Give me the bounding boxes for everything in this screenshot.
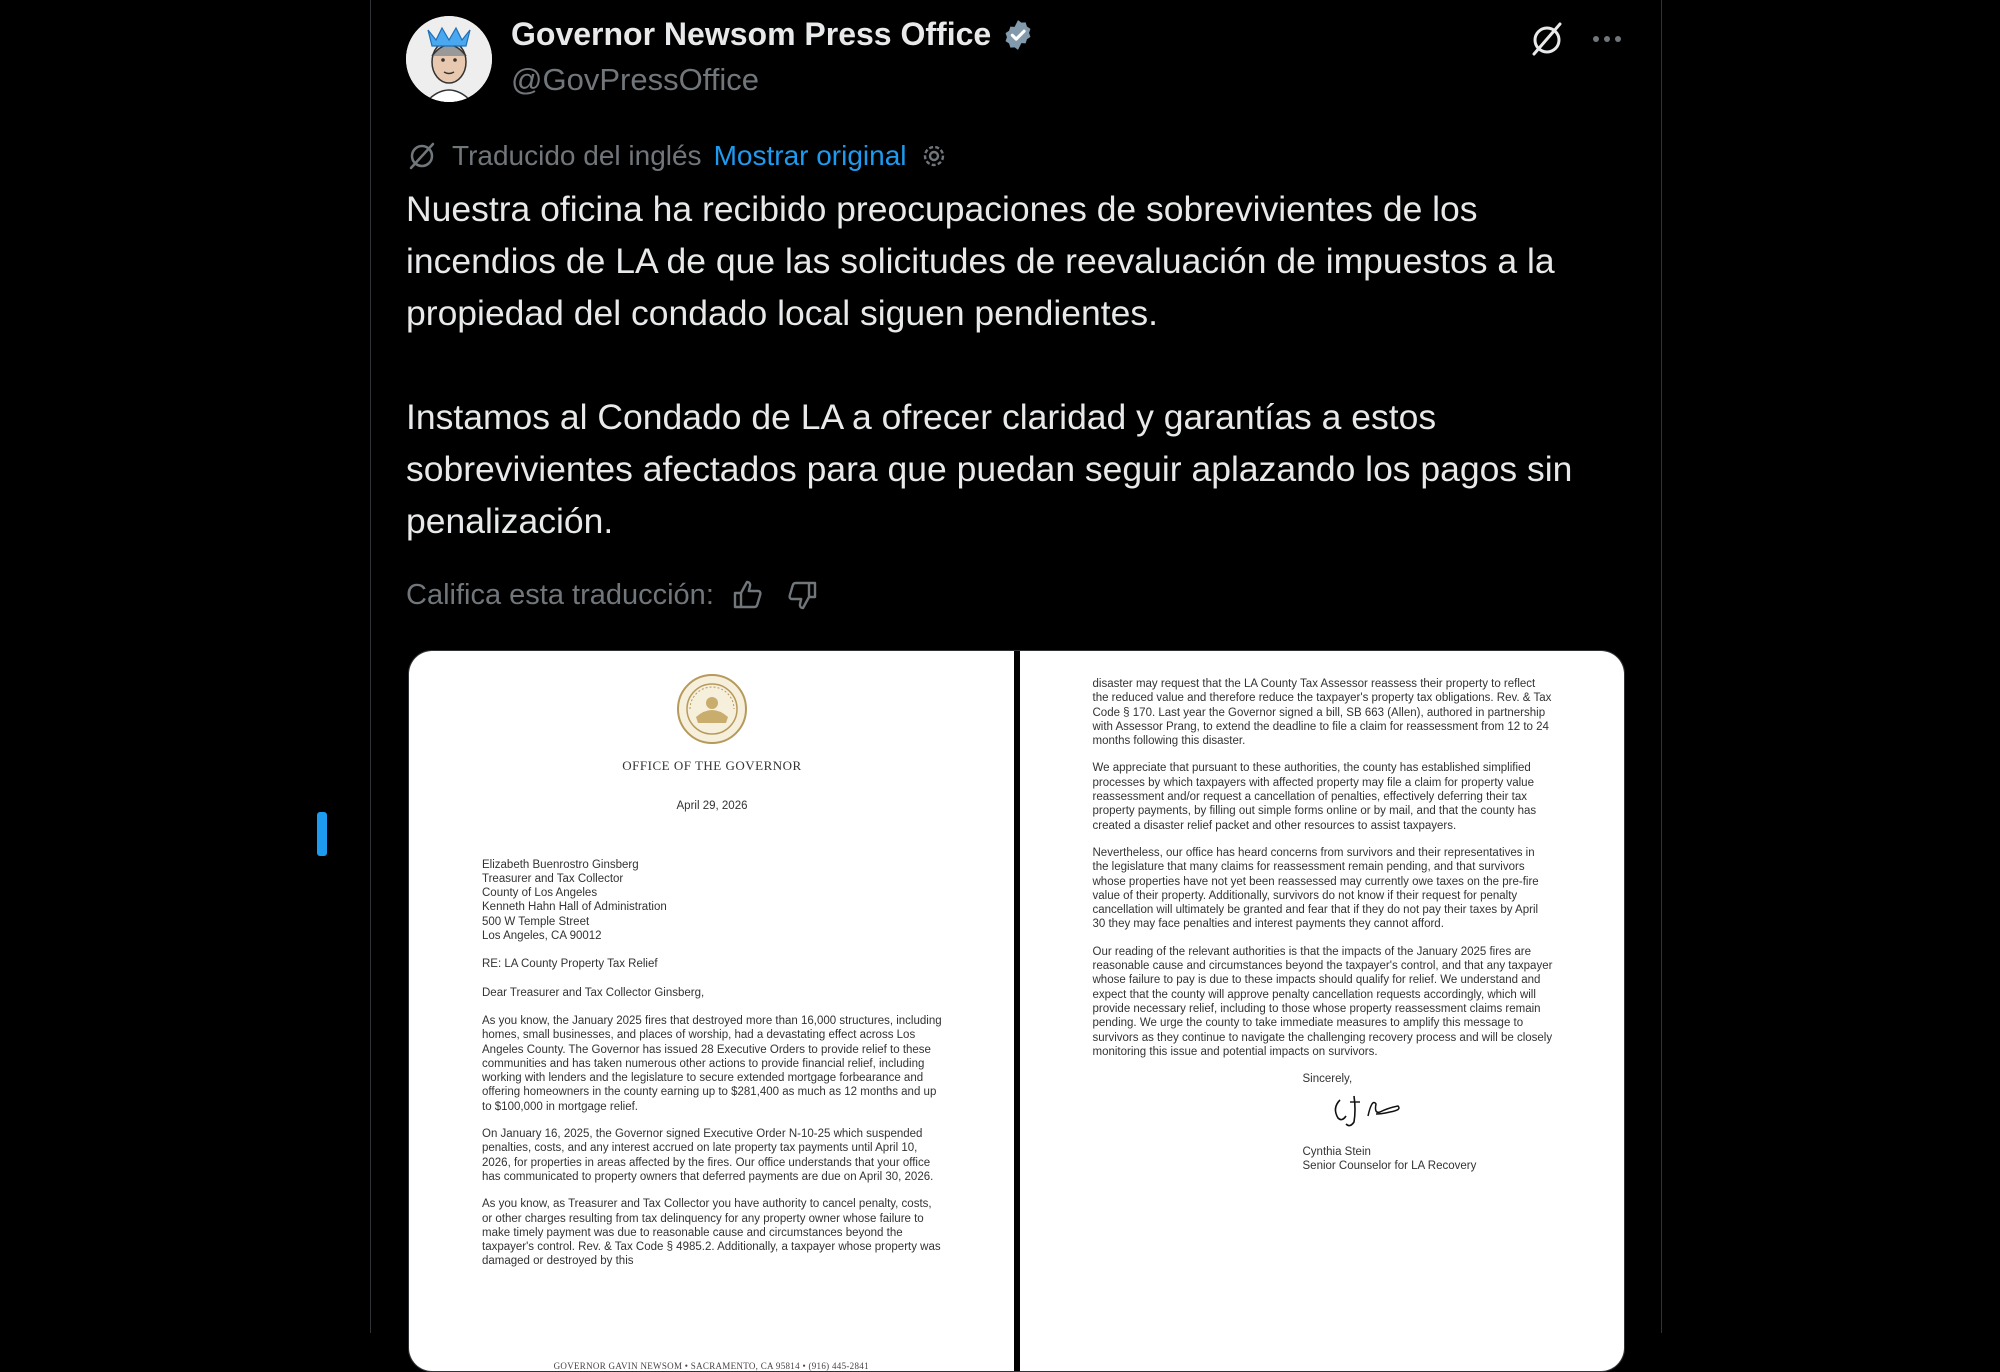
recipient-address <box>482 858 942 944</box>
address-line: Los Angeles, CA 90012 <box>482 930 602 943</box>
address-line: Treasurer and Tax Collector <box>482 872 624 885</box>
letter-paragraph: As you know, as Treasurer and Tax Collector you have authority to cancel penalty, costs, or other charges resulting from tax delinquency for any property owner whose failure to make timely payment was due to reasonable cause and circumstances beyond the taxpayer's control. Rev. & Tax Code § 4985.2. Additionally, a taxpayer whose property was damaged or destroyed by this <box>482 1198 941 1268</box>
author-display-name[interactable]: Governor Newsom Press Office <box>511 16 992 52</box>
letter-paragraph: As you know, the January 2025 fires that destroyed more than 16,000 structures, including homes, small businesses, and places of worship, had a devastating effect across Los Angeles County. The Governor has issued 28 Executive Orders to provide relief to these communities and has taken numerous other actions to provide financial relief, including working with lenders and the legislature to secure extended mortgage forbearance and offering homeowners in the county earning up to $281,400 as much as 12 months and up to $100,000 in mortgage relief. <box>482 1014 942 1113</box>
show-original-link[interactable]: Mostrar original <box>713 140 907 171</box>
address-line: 500 W Temple Street <box>482 915 590 928</box>
letter-footer: GOVERNOR GAVIN NEWSOM • SACRAMENTO, CA 95814 • (916) 445-2841 <box>553 1360 869 1371</box>
address-line: Elizabeth Buenrostro Ginsberg <box>482 858 639 871</box>
rate-translation <box>406 578 820 612</box>
author-name-row <box>511 16 1035 53</box>
letter-paragraph: We appreciate that pursuant to these authorities, the county has established simplified processes by which taxpayers with affected property may file a claim for property value reassessment and/or request a cancellation of penalties, effectively deferring their tax property payments, by filling out simple forms online or by mail, and that the county has created a disaster relief packet and other resources to assist taxpayers. <box>1092 762 1537 832</box>
address-line: County of Los Angeles <box>482 887 598 900</box>
letter-paragraph: disaster may request that the LA County Tax Assessor reassess their property to reflect the reduced value and therefore reduce the taxpayer's property tax obligations. Rev. & Tax Code § 170. Last year the Governor signed a bill, SB 663 (Allen), authored in partnership with Assessor Prang, to extend the deadline to file a claim for reassessment from 12 to 24 months following this disaster. <box>1092 678 1552 748</box>
translated-label: Traducido del inglés <box>452 140 702 171</box>
letterhead: OFFICE OF THE GOVERNOR <box>622 758 802 773</box>
signer-name: Cynthia Stein <box>1302 1145 1371 1158</box>
scroll-indicator <box>317 812 327 856</box>
signature <box>1328 1090 1408 1130</box>
signer-title: Senior Counselor for LA Recovery <box>1302 1160 1477 1173</box>
grok-icon[interactable] <box>1526 18 1568 60</box>
verified-badge-icon <box>1001 18 1035 52</box>
translation-bar <box>406 140 949 172</box>
avatar[interactable] <box>406 16 492 102</box>
letter-closing: Sincerely, <box>1302 1073 1353 1086</box>
tweet-text <box>406 183 1636 547</box>
letter-paragraph: Nevertheless, our office has heard concerns from survivors and their representatives in the legislature that many claims for reassessment remain pending, and that survivors whose properties have not yet been reassessed may currently owe taxes on the pre-fire value of their property. Additionally, survivors do not know if their request for penalty cancellation will ultimately be granted and fear that if they do not pay their taxes by April 30 they may face penalties and interest payments they cannot afford. <box>1092 846 1539 931</box>
author-handle[interactable]: @GovPressOffice <box>511 62 759 97</box>
rate-label: Califica esta traducción: <box>406 578 714 611</box>
re-line: RE: LA County Property Tax Relief <box>482 958 658 971</box>
letter-paragraph: On January 16, 2025, the Governor signed Executive Order N-10-25 which suspended penalties, costs, and any interest accrued on late property tax payments until April 10, 2026, for properties in areas affected by the fires. Our office understands that your office has communicated to property owners that deferred payments are due on April 30, 2026. <box>482 1128 934 1183</box>
salutation: Dear Treasurer and Tax Collector Ginsberg, <box>482 986 705 999</box>
tweet-paragraph-2: Instamos al Condado de LA a ofrecer claridad y garantías a estos sobrevivientes afectados para que puedan seguir aplazando los pagos sin penalización. <box>406 397 1573 541</box>
letter-date: April 29, 2026 <box>676 800 748 813</box>
address-line: Kenneth Hahn Hall of Administration <box>482 901 667 914</box>
letter-page-1[interactable] <box>409 651 1014 1371</box>
letter-page-2[interactable] <box>1020 651 1625 1371</box>
settings-icon[interactable] <box>919 141 949 171</box>
translate-icon <box>406 140 438 172</box>
more-icon[interactable] <box>1586 18 1628 60</box>
letter-images[interactable] <box>408 650 1625 1372</box>
tweet-column <box>370 0 1662 1371</box>
thumbs-down-icon[interactable] <box>786 578 820 612</box>
thumbs-up-icon[interactable] <box>730 578 764 612</box>
letter-paragraph: Our reading of the relevant authorities is that the impacts of the January 2025 fires are reasonable cause and circumstances beyond the taxpayer's control, and that any taxpayer whose failure to pay is due to these impacts should qualify for relief. We understand and expect that the county will approve penalty cancellation requests accordingly, which will provide necessary relief, including to those whose property reassessment claims remain pending. We urge the county to take immediate measures to amplify this message to survivors as they continue to navigate the challenging recovery process and will be closely monitoring this issue and potential impacts on survivors. <box>1092 945 1553 1058</box>
tweet-paragraph-1: Nuestra oficina ha recibido preocupaciones de sobrevivientes de los incendios de LA de que las solicitudes de reevaluación de impuestos a la propiedad del condado local siguen pendientes. <box>406 189 1555 333</box>
seal-icon <box>676 673 748 745</box>
